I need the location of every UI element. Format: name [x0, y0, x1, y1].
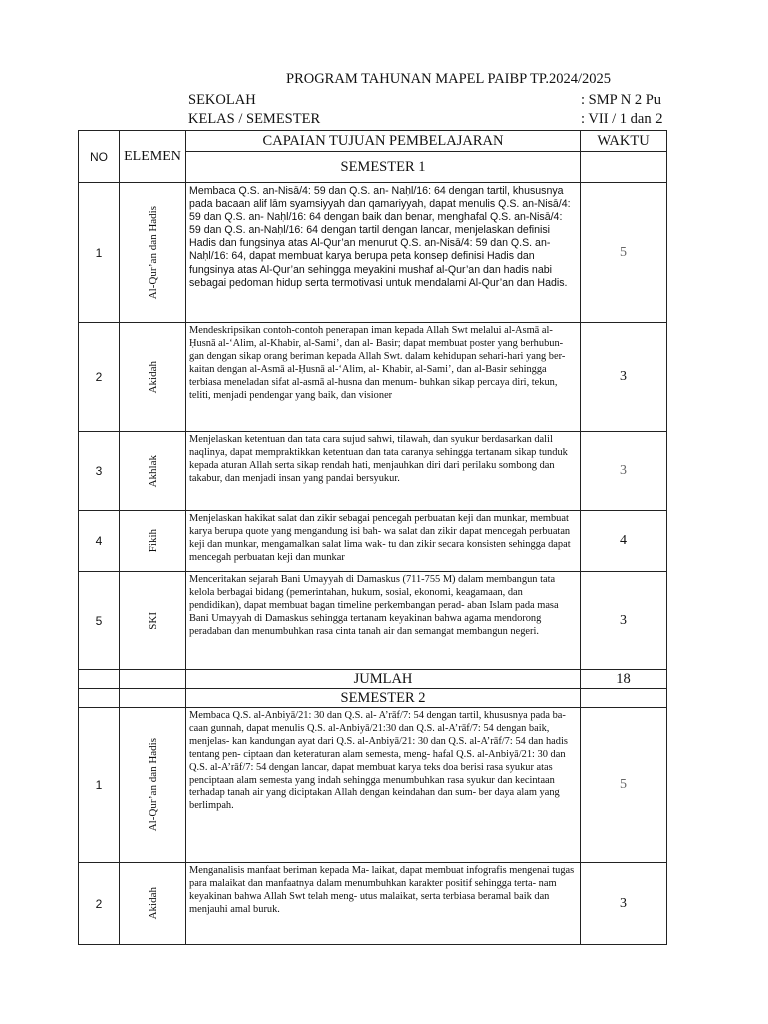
- row-capaian: Menjelaskan hakikat salat dan zikir sebagai pencegah perbuatan keji dan munkar, membuat karya berupa quote yang mengandung isi bah- wa salat dan zikir dapat mencegah perbuatan keji dan munkar, mengamalkan salat lima wak- tu dan zikir secara konsisten sehingga dapat mencegah perbuatan keji dan munkar: [186, 511, 581, 572]
- row-waktu: 3: [581, 863, 667, 945]
- col-waktu-header: WAKTU: [581, 131, 667, 152]
- row-capaian: Menjelaskan ketentuan dan tata cara sujud sahwi, tilawah, dan syukur berdasarkan dalil naqlinya, dapat mempraktikkan ketentuan dan tata caranya sehingga tertanam sikap tunduk kepada aturan Allah serta sikap rendah hati, menjauhkan diri dari perilaku sombong dan takabur, dan menjadi insan yang pandai bersyukur.: [186, 432, 581, 511]
- row-waktu: 3: [581, 432, 667, 511]
- kelas-semester-value: : VII / 1 dan 2: [581, 111, 663, 127]
- document-title: PROGRAM TAHUNAN MAPEL PAIBP TP.2024/2025: [286, 71, 612, 87]
- row-waktu: 3: [581, 572, 667, 670]
- row-no: 5: [79, 572, 120, 670]
- table-row: [79, 432, 667, 511]
- col-capaian-header: CAPAIAN TUJUAN PEMBELAJARAN: [186, 131, 581, 152]
- row-no: 1: [79, 708, 120, 863]
- row-elemen: [120, 511, 186, 572]
- program-tahunan-table: [78, 130, 667, 945]
- table-row: [79, 572, 667, 670]
- jumlah-value: 18: [581, 670, 667, 689]
- col-elemen-header: ELEMEN: [120, 131, 186, 183]
- row-no: 2: [79, 323, 120, 432]
- elemen-label: Akidah: [146, 887, 159, 920]
- table-row: [79, 708, 667, 863]
- elemen-label: Al-Qur’an dan Hadis: [146, 738, 159, 832]
- row-capaian: Membaca Q.S. an-Nisā/4: 59 dan Q.S. an- Naḥl/16: 64 dengan tartil, khususnya pada bacaan alif lām syamsiyyah dan qamariyyah, dapat menulis Q.S. an-Nisā/4: 59 dan Q.S. an- Naḥl/16: 64 dengan baik dan benar, menghafal Q.S. an-Nisā/4: 59 dan Q.S. an-Naḥl/16: 64 dengan tartil dengan lancar, menjelaskan definisi Hadis dan fungsinya atas Al-Qur’an menurut Q.S. an-Nisā/4: 59 dan Q.S. an-Naḥl/16: 64, dapat membuat karya berupa peta konsep definisi Hadis dan fungsinya atas Al-Qur’an sehingga meyakini mushaf al-Qur’an dan hadis nabi sebagai pedoman hidup serta termotivasi untuk mendalami Al-Qur’an dan Hadis.: [186, 183, 581, 323]
- row-capaian: Menganalisis manfaat beriman kepada Ma- laikat, dapat membuat infografis mengenai tugas para malaikat dan manfaatnya dalam menumbuhkan karakter positif sehingga terta- nam keyakinan bahwa Allah Swt telah meng- utus malaikat, serta terbiasa beramal baik dan menjauhi amal buruk.: [186, 863, 581, 945]
- sekolah-value: : SMP N 2 Pu: [581, 92, 662, 108]
- elemen-label: Al-Qur’an dan Hadis: [146, 205, 159, 300]
- jumlah-row: [79, 670, 667, 689]
- row-elemen: [120, 863, 186, 945]
- row-no: 3: [79, 432, 120, 511]
- row-elemen: [120, 572, 186, 670]
- table-row: [79, 183, 667, 323]
- empty-cell: [120, 689, 186, 708]
- row-elemen: [120, 432, 186, 511]
- row-capaian: Mendeskripsikan contoh-contoh penerapan iman kepada Allah Swt melalui al-Asmā al-Ḥusnā al-‘Alim, al-Khabir, al-Sami’, dan al- Basir; dapat membuat poster yang berhubun- gan dengan sikap orang beriman kepada Allah Swt. dalam kehidupan sehari-hari yang ber- kaitan dengan al-Asmā al-Ḥusnā al-‘Alim, al- Khabir, al-Sami’, dan al-Basir sehingga terbiasa meneladan sifat al-asmā al-husna dan menum- buhkan sikap percaya diri, tekun, teliti, menjadi pendengar yang baik, dan visioner: [186, 323, 581, 432]
- row-no: 1: [79, 183, 120, 323]
- empty-cell: [581, 152, 667, 183]
- row-waktu: 3: [581, 323, 667, 432]
- col-no-header: NO: [79, 131, 120, 183]
- empty-cell: [79, 670, 120, 689]
- elemen-label: Akhlak: [146, 454, 159, 488]
- row-waktu: 4: [581, 511, 667, 572]
- table-row: [79, 323, 667, 432]
- row-capaian: Membaca Q.S. al-Anbiyā/21: 30 dan Q.S. al- A’rāf/7: 54 dengan tartil, khususnya pada ba- caan gunnah, dapat menulis Q.S. al-Anbiyā/21:30 dan Q.S. al-A’rāf/7: 54 dengan baik, menjelas- kan kandungan ayat dari Q.S. al-Anbiyā/21: 30 dan Q.S. al-A’rāf/7: 54 dan hadis tentang pen- ciptaan dan keteraturan alam semesta, meng- hafal Q.S. al-Anbiyā/21: 30 dan Q.S. al-A’rāf/7: 54 dengan lancar, dapat membuat karya teks doa berisi rasa syukur atas penciptaan alam semesta yang indah sehingga menumbuhkan rasa syukur dan kecintaan terhadap tanah air yang diciptakan Allah dengan keindahan dan sum- ber daya alam yang berlimpah.: [186, 708, 581, 863]
- jumlah-label: JUMLAH: [186, 670, 581, 689]
- empty-cell: [79, 689, 120, 708]
- row-waktu: 5: [581, 708, 667, 863]
- row-elemen: [120, 183, 186, 323]
- row-elemen: [120, 323, 186, 432]
- row-no: 4: [79, 511, 120, 572]
- semester-2-label: SEMESTER 2: [186, 689, 581, 708]
- table-row: [79, 511, 667, 572]
- elemen-label: SKI: [146, 611, 159, 630]
- kelas-semester-label: KELAS / SEMESTER: [188, 111, 321, 127]
- table-row: [79, 863, 667, 945]
- empty-cell: [581, 689, 667, 708]
- row-capaian: Menceritakan sejarah Bani Umayyah di Damaskus (711-755 M) dalam membangun tata kelola berbagai bidang (pemerintahan, hukum, sosial, ekonomi, keagamaan, dan pendidikan), dapat membuat bagan timeline perkembangan perad- aban Islam pada masa Bani Umayyah di Damaskus sehingga tertanam keyakinan bahwa agama mendorong peradaban dan menumbuhkan rasa cinta tanah air dan semangat membangun negeri.: [186, 572, 581, 670]
- semester-1-label: SEMESTER 1: [186, 152, 581, 183]
- row-waktu: 5: [581, 183, 667, 323]
- row-elemen: [120, 708, 186, 863]
- table-header-row: [79, 131, 667, 152]
- empty-cell: [120, 670, 186, 689]
- elemen-label: Fikih: [146, 529, 159, 553]
- row-no: 2: [79, 863, 120, 945]
- semester-2-row: [79, 689, 667, 708]
- elemen-label: Akidah: [146, 360, 159, 394]
- sekolah-label: SEKOLAH: [188, 92, 256, 108]
